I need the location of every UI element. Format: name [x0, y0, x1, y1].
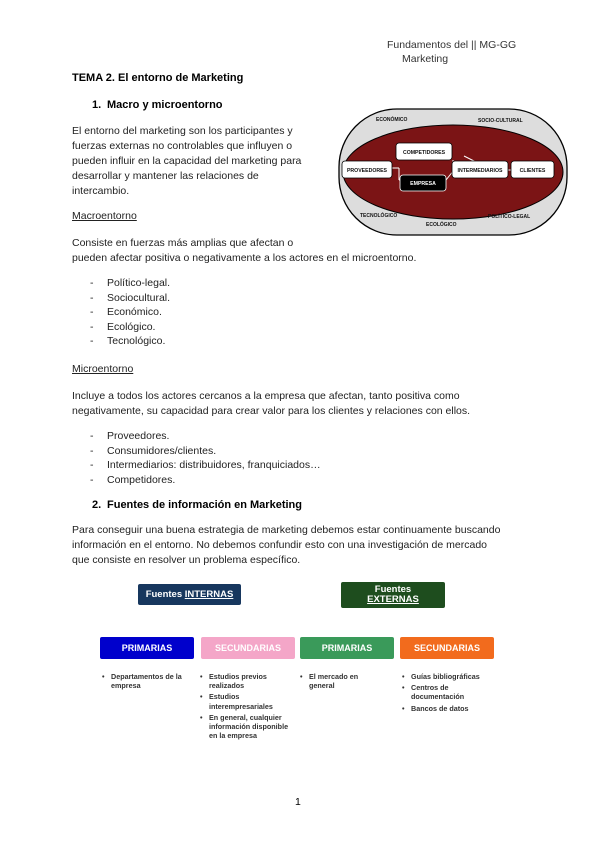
- list-item: • Bancos de datos: [402, 704, 494, 713]
- section1-heading: Macro y microentorno: [107, 99, 223, 111]
- macroentorno-list: [72, 276, 170, 349]
- header-line-2: Marketing: [402, 53, 449, 65]
- section2-line: Para conseguir una buena estrategia de marketing debemos estar continuamente buscando: [72, 524, 501, 536]
- fuentes-externas-line2: EXTERNAS: [367, 594, 419, 605]
- environment-diagram: [338, 108, 568, 236]
- page-number: 1: [295, 796, 301, 808]
- macro-line: pueden afectar positiva o negativamente a los actores en el microentorno.: [72, 252, 417, 264]
- section2-line: información en el entorno. No debemos confundir esto con una investigación de mercado: [72, 539, 488, 551]
- label-politico-legal: POLÍTICO-LEGAL: [488, 214, 531, 220]
- list-item: • Centros de documentación: [402, 683, 494, 701]
- section1-number: 1.: [92, 99, 102, 111]
- label-tecnologico: TECNOLÓGICO: [360, 213, 398, 219]
- list-item: - Tecnológico.: [72, 334, 170, 349]
- list-item: - Sociocultural.: [72, 291, 170, 306]
- list-item: - Político-legal.: [72, 276, 170, 291]
- label-ecologico: ECOLÓGICO: [426, 222, 457, 228]
- macroentorno-description: [72, 236, 542, 266]
- externas-secundarias-list: [402, 672, 494, 715]
- list-item: - Proveedores.: [72, 429, 321, 444]
- label-proveedores: PROVEEDORES: [346, 168, 388, 174]
- micro-line: negativamente, su capacidad para crear valor para los clientes y relaciones con ellos.: [72, 405, 471, 417]
- list-item: • Estudios previos realizados: [200, 672, 292, 690]
- label-socio-cultural: SOCIO-CULTURAL: [478, 118, 523, 124]
- section1-intro: [72, 124, 332, 199]
- header-line-1: Fundamentos del || MG-GG: [387, 39, 517, 51]
- list-item: - Competidores.: [72, 473, 321, 488]
- macro-line: Consiste en fuerzas más amplias que afectan o: [72, 237, 294, 249]
- section2-heading: Fuentes de información en Marketing: [107, 499, 302, 511]
- list-item: - Económico.: [72, 305, 170, 320]
- category-externas-primarias: PRIMARIAS: [300, 637, 394, 659]
- microentorno-list: [72, 429, 321, 487]
- microentorno-description: [72, 389, 552, 419]
- label-intermediarios: INTERMEDIARIOS: [457, 168, 503, 174]
- externas-primarias-list: [300, 672, 385, 692]
- fuentes-internas-box: [138, 584, 241, 605]
- intro-line: pueden influir en la capacidad del marketing para: [72, 155, 302, 167]
- section2-line: que consiste en resolver un problema específico.: [72, 554, 301, 566]
- label-competidores: COMPETIDORES: [402, 150, 446, 156]
- category-internas-secundarias: SECUNDARIAS: [201, 637, 295, 659]
- intro-line: fuerzas externas no controlables que influyen o: [72, 140, 293, 152]
- list-item: • Departamentos de la empresa: [102, 672, 192, 690]
- section2-number: 2.: [92, 499, 102, 511]
- micro-line: Incluye a todos los actores cercanos a la empresa que afectan, tanto positiva como: [72, 390, 460, 402]
- fuentes-externas-line1: Fuentes: [374, 584, 412, 595]
- category-internas-primarias: PRIMARIAS: [100, 637, 194, 659]
- microentorno-label: Microentorno: [72, 363, 134, 375]
- intro-line: desarrollar y mantener las relaciones de: [72, 170, 259, 182]
- list-item: • El mercado en general: [300, 672, 385, 690]
- document-title: TEMA 2. El entorno de Marketing: [72, 72, 244, 84]
- intro-line: El entorno del marketing son los participantes y: [72, 125, 293, 137]
- fuentes-internas-word: INTERNAS: [184, 589, 234, 600]
- list-item: • En general, cualquier información disponible en la empresa: [200, 713, 292, 741]
- list-item: - Consumidores/clientes.: [72, 444, 321, 459]
- fuentes-externas-box: [341, 582, 445, 608]
- internas-primarias-list: [102, 672, 192, 692]
- category-externas-secundarias: SECUNDARIAS: [400, 637, 494, 659]
- list-item: - Ecológico.: [72, 320, 170, 335]
- list-item: • Estudios interempresariales: [200, 692, 292, 710]
- section2-paragraph: [72, 523, 552, 568]
- list-item: • Guías bibliográficas: [402, 672, 494, 681]
- label-clientes: CLIENTES: [519, 168, 546, 174]
- label-economico: ECONÓMICO: [376, 117, 408, 123]
- fuentes-internas-prefix: Fuentes: [145, 589, 185, 600]
- list-item: - Intermediarios: distribuidores, franquiciados…: [72, 458, 321, 473]
- intro-line: intercambio.: [72, 185, 130, 197]
- internas-secundarias-list: [200, 672, 292, 742]
- label-empresa: EMPRESA: [410, 181, 436, 187]
- macroentorno-label: Macroentorno: [72, 210, 137, 222]
